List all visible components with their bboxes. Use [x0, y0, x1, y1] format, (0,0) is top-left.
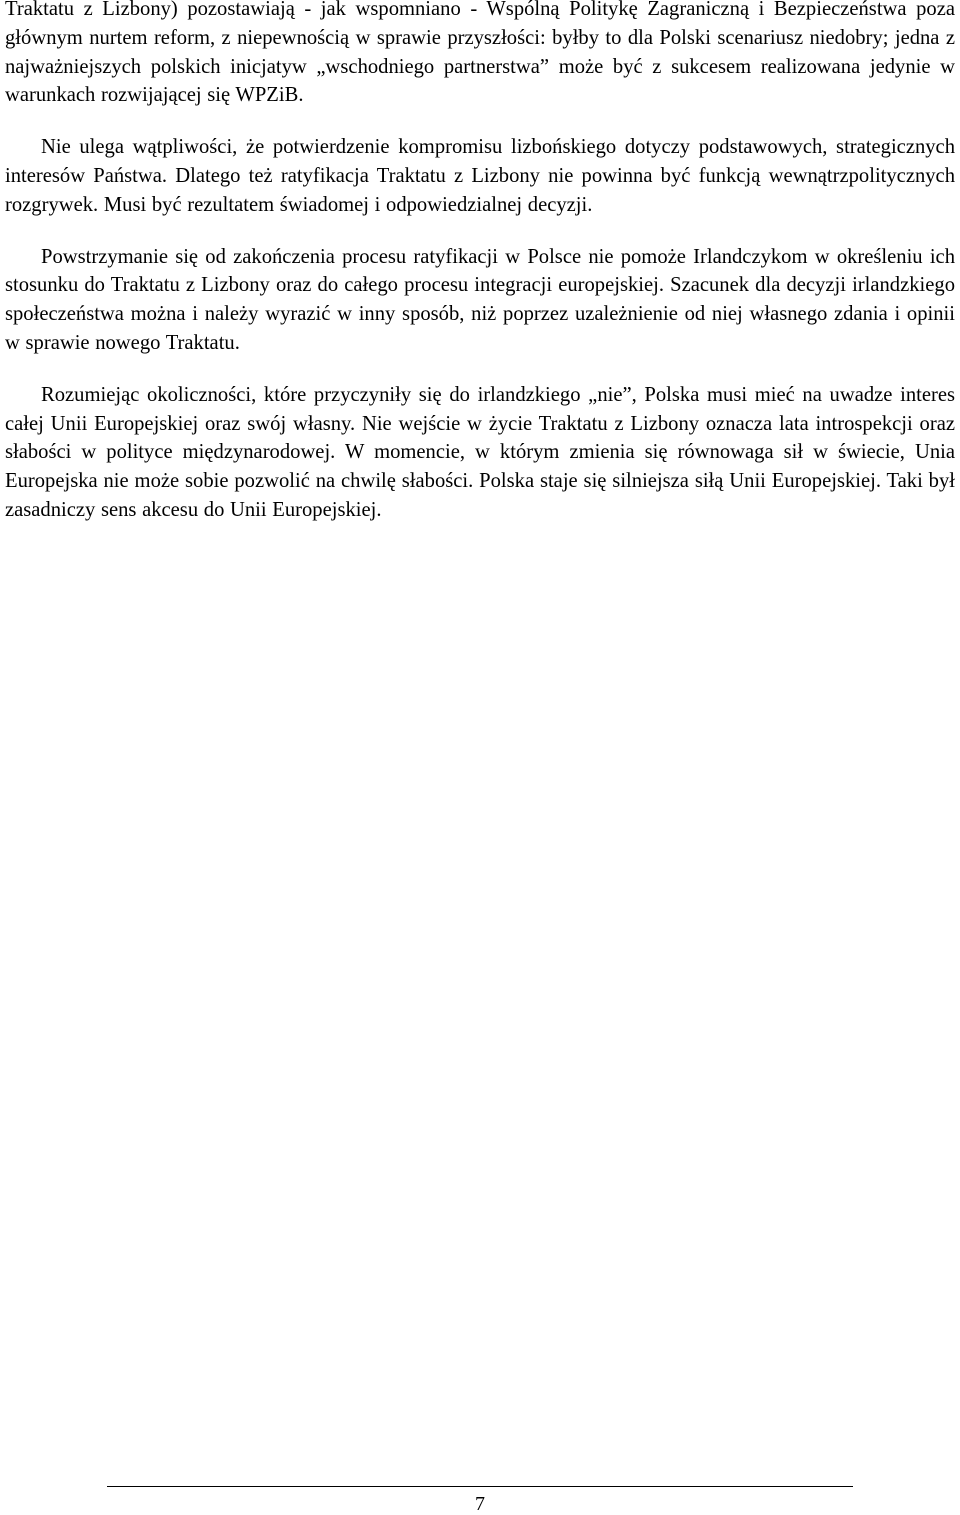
footer-divider [107, 1486, 853, 1487]
document-body [5, 0, 955, 548]
paragraph-4: Rozumiejąc okoliczności, które przyczyniły się do irlandzkiego „nie”, Polska musi mieć na uwadze interes całej Unii Europejskiej oraz swój własny. Nie wejście w życie Traktatu z Lizbony oznacza lata introspekcji oraz słabości w polityce międzynarodowej. W momencie, w którym zmienia się równowaga sił w świecie, Unia Europejska nie może sobie pozwolić na chwilę słabości. Polska staje się silniejsza siłą Unii Europejskiej. Taki był zasadniczy sens akcesu do Unii Europejskiej. [5, 383, 955, 521]
paragraph-2: Nie ulega wątpliwości, że potwierdzenie kompromisu lizbońskiego dotyczy podstawowych, strategicznych interesów Państwa. Dlatego też ratyfikacja Traktatu z Lizbony nie powinna być funkcją wewnątrzpolitycznych rozgrywek. Musi być rezultatem świadomej i odpowiedzialnej decyzji. [5, 136, 955, 216]
paragraph-1: Traktatu z Lizbony) pozostawiają - jak wspomniano - Wspólną Politykę Zagraniczną i Bezpieczeństwa poza głównym nurtem reform, z niepewnością w sprawie przyszłości: byłby to dla Polski scenariusz niedobry; jedna z najważniejszych polskich inicjatyw „wschodniego partnerstwa” może być z sukcesem realizowana jedynie w warunkach rozwijającej się WPZiB. [5, 0, 955, 107]
paragraph-3: Powstrzymanie się od zakończenia procesu ratyfikacji w Polsce nie pomoże Irlandczykom w określeniu ich stosunku do Traktatu z Lizbony oraz do całego procesu integracji europejskiej. Szacunek dla decyzji irlandzkiego społeczeństwa można i należy wyrazić w inny sposób, niż poprzez uzależnienie od niej własnego zdania i opinii w sprawie nowego Traktatu. [5, 245, 955, 354]
page-number: 7 [475, 1493, 485, 1515]
